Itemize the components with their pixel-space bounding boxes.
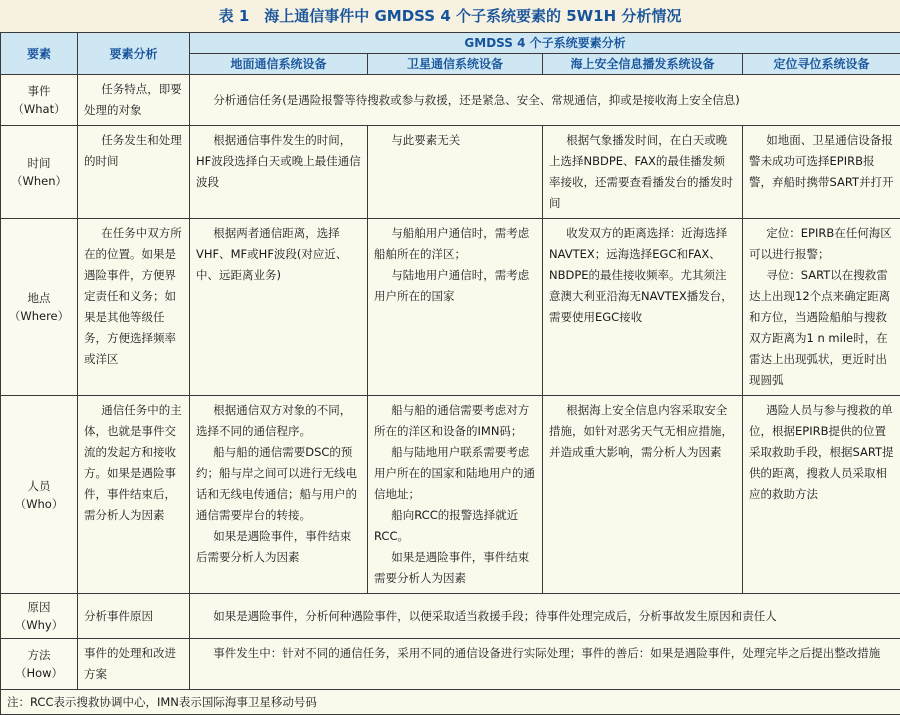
why-merged-cell: 如果是遇险事件，分析何种遇险事件，以便采取适当救援手段；待事件处理完成后，分析事故发生原因和责任人: [190, 594, 900, 639]
who-terrestrial-para-2: 船与船的通信需要DSC的预约；船与岸之间可以进行无线电话和无线电传通信；船与用户的通信需要岸台的转接。: [196, 442, 361, 526]
where-msi: 收发双方的距离选择：近海选择NAVTEX；远海选择EGC和FAX、NBDPE的最佳接收频率。尤其须注意澳大利亚沿海无NAVTEX播发台，需要使用EGC接收: [543, 219, 743, 396]
who-satellite: [368, 396, 543, 594]
where-terrestrial: 根据两者通信距离，选择VHF、MF或HF波段(对应近、中、远距离业务): [190, 219, 368, 396]
where-locating-para-2: 寻位：SART以在搜救雷达上出现12个点来确定距离和方位，当遇险船舶与搜救双方距离为1 n mile时，在雷达上出现弧状，更近时出现圆弧: [749, 265, 894, 391]
who-terrestrial-para-3: 如果是遇险事件，事件结束后需要分析人为因素: [196, 526, 361, 568]
analysis-where: 在任务中双方所在的位置。如果是遇险事件，方便界定责任和义务；如果是其他等级任务，方便选择频率或洋区: [78, 219, 190, 396]
header-subsystem-terrestrial: 地面通信系统设备: [190, 54, 368, 75]
analysis-what: 任务特点，即要处理的对象: [78, 75, 190, 126]
analysis-who: 通信任务中的主体，也就是事件交流的发起方和接收方。如果是遇险事件，事件结束后，需分析人为因素: [78, 396, 190, 594]
who-msi: 根据海上安全信息内容采取安全措施，如针对恶劣天气无相应措施，并造成重大影响，需分析人为因素: [543, 396, 743, 594]
where-satellite-para-2: 与陆地用户通信时，需考虑用户所在的国家: [374, 265, 536, 307]
header-subsystem-locating: 定位寻位系统设备: [743, 54, 900, 75]
when-locating: 如地面、卫星通信设备报警未成功可选择EPIRB报警，弃船时携带SART并打开: [743, 126, 900, 219]
element-when: 时间（When）: [1, 126, 78, 219]
header-group: GMDSS 4 个子系统要素分析: [190, 33, 900, 54]
who-terrestrial-para-1: 根据通信双方对象的不同，选择不同的通信程序。: [196, 400, 361, 442]
table-row-where: [1, 219, 900, 396]
header-analysis: 要素分析: [78, 33, 190, 75]
analysis-when: 任务发生和处理的时间: [78, 126, 190, 219]
when-msi: 根据气象播发时间，在白天或晚上选择NBDPE、FAX的最佳播发频率接收，还需要查看播发台的播发时间: [543, 126, 743, 219]
what-merged-cell: 分析通信任务(是遇险报警等待搜救或参与救援，还是紧急、安全、常规通信，抑或是接收海上安全信息): [190, 75, 900, 126]
analysis-why: 分析事件原因: [78, 594, 190, 639]
table-row-why: [1, 594, 900, 639]
element-who: 人员（Who）: [1, 396, 78, 594]
where-locating: [743, 219, 900, 396]
header-element: 要素: [1, 33, 78, 75]
where-locating-para-1: 定位：EPIRB在任何海区可以进行报警；: [749, 223, 894, 265]
who-satellite-para-1: 船与船的通信需要考虑对方所在的洋区和设备的IMN码；: [374, 400, 536, 442]
who-locating: 遇险人员与参与搜救的单位，根据EPIRB提供的位置采取救助手段，根据SART提供的距离，搜救人员采取相应的救助方法: [743, 396, 900, 594]
table-title: 表 1 海上通信事件中 GMDSS 4 个子系统要素的 5W1H 分析情况: [0, 0, 900, 32]
how-merged-cell: 事件发生中：针对不同的通信任务，采用不同的通信设备进行实际处理；事件的善后：如果是遇险事件，处理完毕之后提出整改措施: [190, 639, 900, 690]
analysis-table: [0, 32, 900, 715]
where-satellite-para-1: 与船舶用户通信时，需考虑船舶所在的洋区；: [374, 223, 536, 265]
element-how: 方法（How）: [1, 639, 78, 690]
table-note: 注：RCC表示搜救协调中心，IMN表示国际海事卫星移动号码: [1, 690, 900, 715]
header-subsystem-msi: 海上安全信息播发系统设备: [543, 54, 743, 75]
who-satellite-para-3: 船向RCC的报警选择就近RCC。: [374, 505, 536, 547]
table-row-when: [1, 126, 900, 219]
analysis-how: 事件的处理和改进方案: [78, 639, 190, 690]
table-row-who: [1, 396, 900, 594]
element-what: 事件（What）: [1, 75, 78, 126]
where-satellite: [368, 219, 543, 396]
who-terrestrial: [190, 396, 368, 594]
element-where: 地点（Where）: [1, 219, 78, 396]
who-satellite-para-2: 船与陆地用户联系需要考虑用户所在的国家和陆地用户的通信地址；: [374, 442, 536, 505]
when-terrestrial: 根据通信事件发生的时间，HF波段选择白天或晚上最佳通信波段: [190, 126, 368, 219]
element-why: 原因（Why）: [1, 594, 78, 639]
who-satellite-para-4: 如果是遇险事件，事件结束需要分析人为因素: [374, 547, 536, 589]
header-subsystem-satellite: 卫星通信系统设备: [368, 54, 543, 75]
when-satellite: 与此要素无关: [368, 126, 543, 219]
table-row-what: [1, 75, 900, 126]
table-row-how: [1, 639, 900, 690]
